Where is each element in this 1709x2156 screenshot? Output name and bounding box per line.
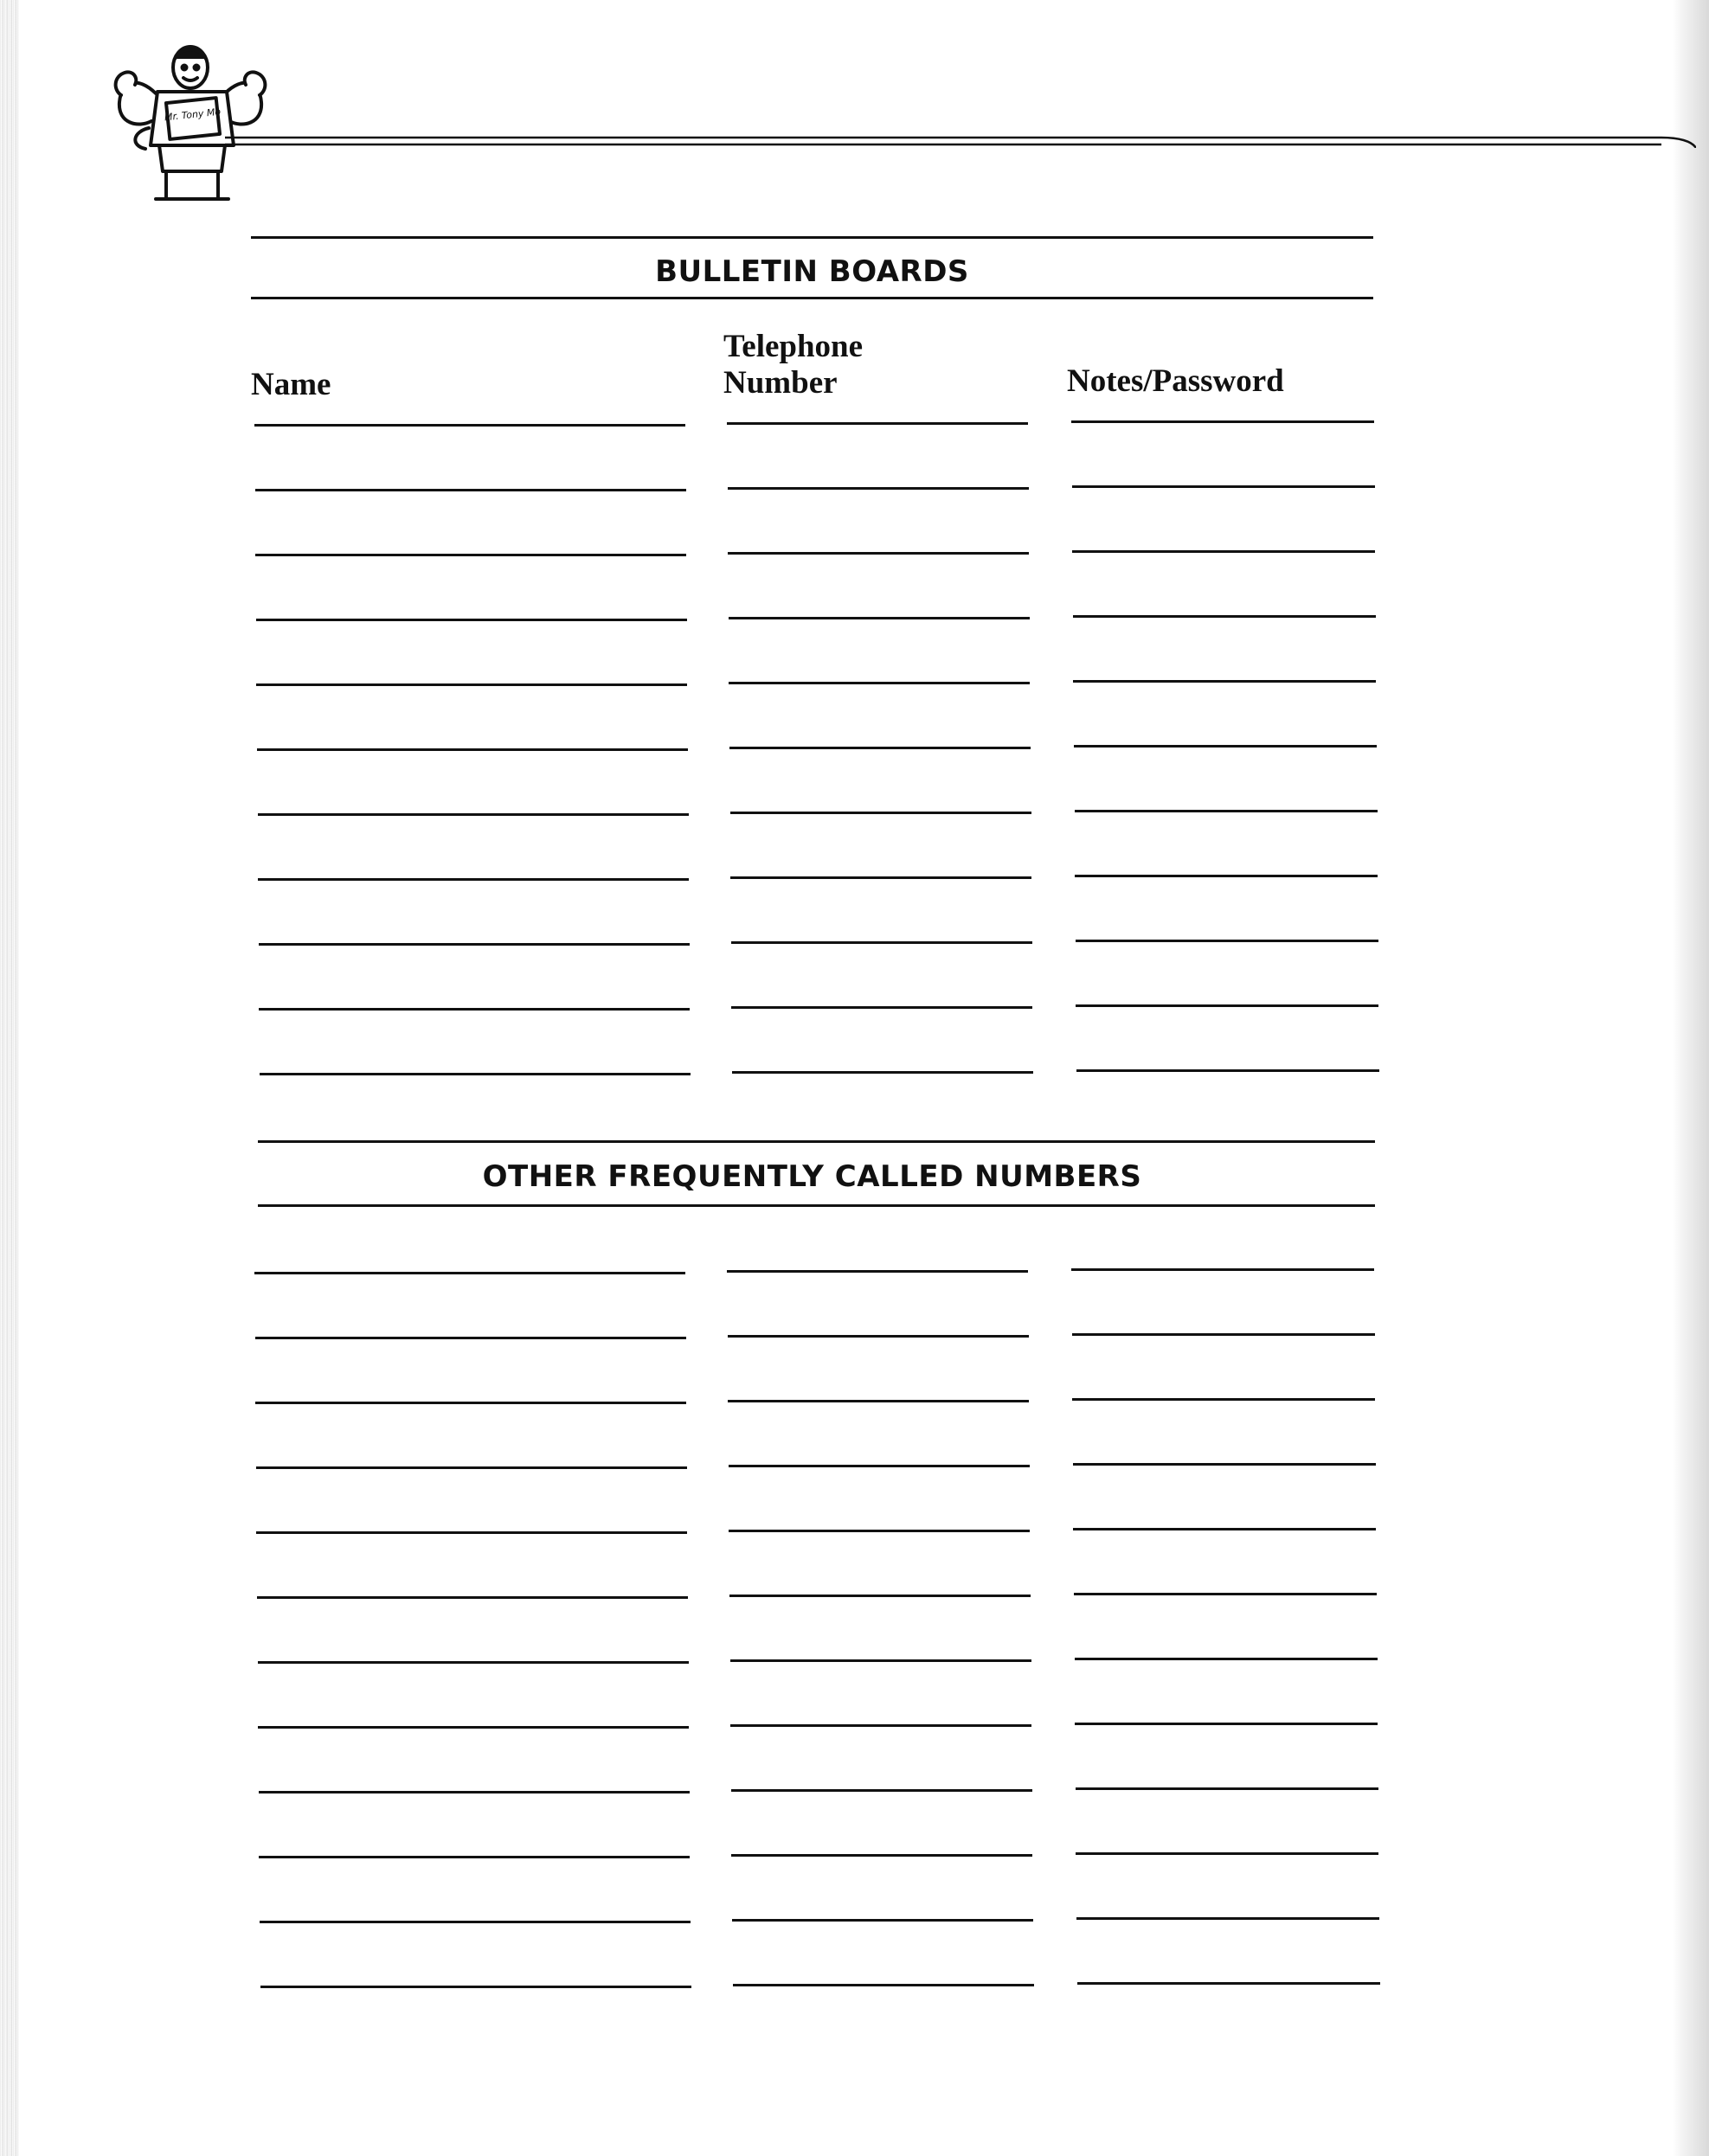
other-numbers-row-telephone-line[interactable] <box>727 1270 1028 1273</box>
other-numbers-row-name-line[interactable] <box>257 1596 688 1599</box>
bulletin-boards-title: BULLETIN BOARDS <box>655 254 969 289</box>
other-numbers-row-notes-line[interactable] <box>1077 1982 1380 1985</box>
other-numbers-row-name-line[interactable] <box>254 1272 685 1274</box>
bulletin-row-name-line[interactable] <box>260 1073 691 1075</box>
bulletin-row-name-line[interactable] <box>259 943 690 946</box>
other-numbers-row-notes-line[interactable] <box>1073 1528 1376 1530</box>
bulletin-row-telephone-line[interactable] <box>731 1006 1032 1009</box>
bulletin-row-notes-line[interactable] <box>1075 875 1378 877</box>
other-numbers-row-telephone-line[interactable] <box>729 1530 1030 1532</box>
other-numbers-row-name-line[interactable] <box>260 1921 691 1923</box>
bulletin-row-name-line[interactable] <box>258 878 689 881</box>
bulletin-row-name-line[interactable] <box>254 424 685 427</box>
bulletin-row-telephone-line[interactable] <box>732 1071 1033 1074</box>
bulletin-row-telephone-line[interactable] <box>730 876 1031 879</box>
bulletin-row-telephone-line[interactable] <box>728 487 1029 490</box>
other-numbers-row-notes-line[interactable] <box>1072 1398 1375 1401</box>
bulletin-bottom-rule <box>251 297 1373 299</box>
bulletin-row-notes-line[interactable] <box>1076 1069 1379 1072</box>
other-numbers-row-notes-line[interactable] <box>1075 1723 1378 1725</box>
bulletin-row-name-line[interactable] <box>255 489 686 491</box>
other-numbers-row-telephone-line[interactable] <box>730 1659 1031 1662</box>
bulletin-row-notes-line[interactable] <box>1073 680 1376 683</box>
other-numbers-row-name-line[interactable] <box>256 1531 687 1534</box>
other-numbers-row-name-line[interactable] <box>256 1466 687 1469</box>
bulletin-row-notes-line[interactable] <box>1072 550 1375 553</box>
column-header-notes-password: Notes/Password <box>1067 363 1284 399</box>
other-numbers-row-notes-line[interactable] <box>1076 1917 1379 1920</box>
bulletin-row-telephone-line[interactable] <box>731 941 1032 944</box>
bulletin-row-notes-line[interactable] <box>1074 745 1377 748</box>
other-numbers-row-notes-line[interactable] <box>1074 1593 1377 1595</box>
other-numbers-row-telephone-line[interactable] <box>731 1854 1032 1857</box>
bulletin-row-telephone-line[interactable] <box>727 422 1028 425</box>
other-numbers-row-notes-line[interactable] <box>1075 1658 1378 1660</box>
other-numbers-row-name-line[interactable] <box>255 1402 686 1404</box>
other-numbers-row-telephone-line[interactable] <box>732 1919 1033 1922</box>
bulletin-row-notes-line[interactable] <box>1073 615 1376 618</box>
bulletin-row-name-line[interactable] <box>259 1008 690 1011</box>
bulletin-row-notes-line[interactable] <box>1075 810 1378 812</box>
other-numbers-row-name-line[interactable] <box>258 1726 689 1729</box>
bulletin-row-telephone-line[interactable] <box>728 552 1029 555</box>
bulletin-row-name-line[interactable] <box>256 683 687 686</box>
other-numbers-row-telephone-line[interactable] <box>731 1789 1032 1792</box>
bulletin-row-telephone-line[interactable] <box>729 682 1030 684</box>
flexing-muscleman-computer-mascot-icon <box>104 42 277 206</box>
column-header-telephone-line1: Telephone <box>723 329 864 364</box>
column-header-telephone <box>723 329 863 401</box>
other-numbers-bottom-rule <box>258 1204 1375 1207</box>
other-numbers-row-telephone-line[interactable] <box>730 1724 1031 1727</box>
other-numbers-row-notes-line[interactable] <box>1076 1852 1378 1855</box>
other-numbers-row-telephone-line[interactable] <box>729 1465 1030 1467</box>
bulletin-row-notes-line[interactable] <box>1076 940 1378 942</box>
other-numbers-row-telephone-line[interactable] <box>729 1595 1031 1597</box>
other-numbers-row-notes-line[interactable] <box>1073 1463 1376 1466</box>
other-numbers-row-telephone-line[interactable] <box>733 1984 1034 1986</box>
other-numbers-row-telephone-line[interactable] <box>728 1400 1029 1402</box>
bulletin-row-notes-line[interactable] <box>1076 1004 1378 1007</box>
header-double-rule <box>225 134 1696 148</box>
other-numbers-row-name-line[interactable] <box>258 1661 689 1664</box>
other-numbers-row-name-line[interactable] <box>259 1856 690 1858</box>
bulletin-top-rule <box>251 236 1373 239</box>
other-numbers-title: OTHER FREQUENTLY CALLED NUMBERS <box>482 1159 1142 1194</box>
other-numbers-row-notes-line[interactable] <box>1071 1268 1374 1271</box>
other-numbers-row-name-line[interactable] <box>255 1337 686 1339</box>
bulletin-row-notes-line[interactable] <box>1071 420 1374 423</box>
other-numbers-row-notes-line[interactable] <box>1072 1333 1375 1336</box>
bulletin-row-telephone-line[interactable] <box>730 812 1031 814</box>
bulletin-row-name-line[interactable] <box>258 813 689 816</box>
bulletin-row-notes-line[interactable] <box>1072 485 1375 488</box>
other-numbers-row-telephone-line[interactable] <box>728 1335 1029 1338</box>
other-numbers-row-notes-line[interactable] <box>1076 1787 1378 1790</box>
bulletin-row-telephone-line[interactable] <box>729 617 1030 619</box>
page-stack-edge <box>0 0 19 2156</box>
bulletin-row-telephone-line[interactable] <box>729 747 1031 749</box>
bulletin-row-name-line[interactable] <box>257 748 688 751</box>
other-numbers-row-name-line[interactable] <box>259 1791 690 1793</box>
column-header-name: Name <box>251 367 331 402</box>
column-header-telephone-line2: Number <box>723 365 838 401</box>
mascot-badge-text: Mr. Tony Mo <box>164 106 222 124</box>
other-numbers-top-rule <box>258 1140 1375 1143</box>
bulletin-row-name-line[interactable] <box>256 619 687 621</box>
page-gutter-shadow <box>1673 0 1709 2156</box>
other-numbers-row-name-line[interactable] <box>260 1986 691 1988</box>
bulletin-row-name-line[interactable] <box>255 554 686 556</box>
